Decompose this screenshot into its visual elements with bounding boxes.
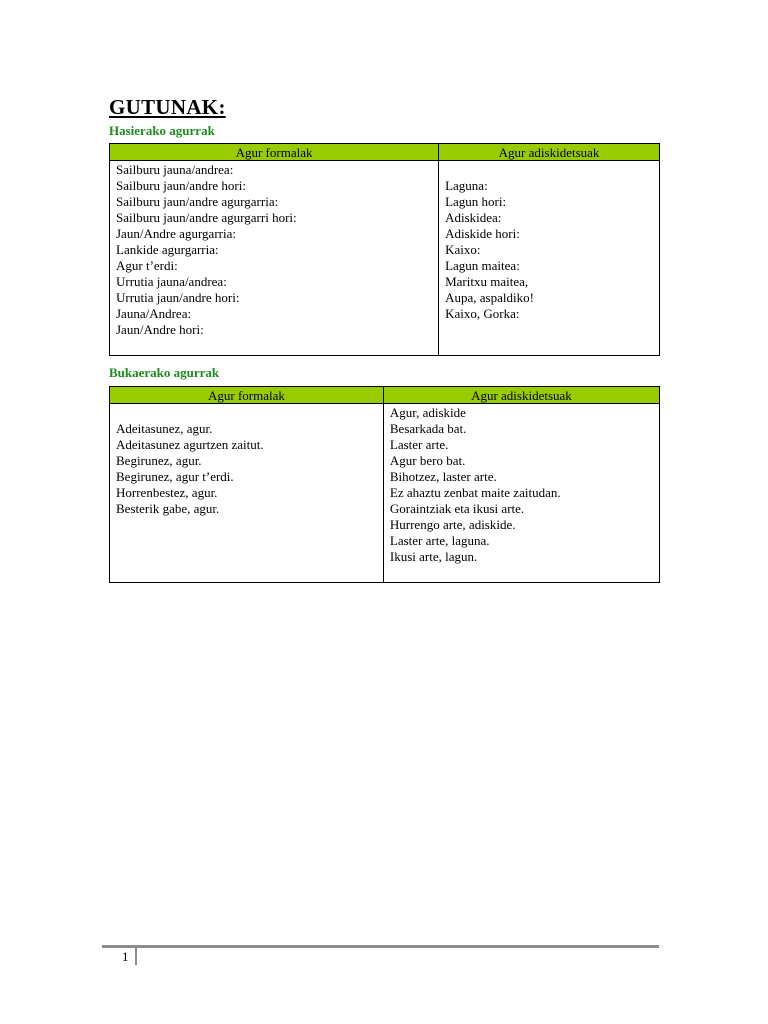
- table-line: Sailburu jaun/andre agurgarria:: [116, 194, 279, 209]
- table-line: Agur t’erdi:: [116, 258, 178, 273]
- table-line: Kaixo:: [445, 242, 481, 257]
- table-line: Besterik gabe, agur.: [116, 501, 220, 516]
- table-line: Laster arte, laguna.: [389, 533, 490, 548]
- table-line: Begirunez, agur t’erdi.: [116, 469, 234, 484]
- table-line: Adiskidea:: [445, 210, 502, 225]
- table-line: Sailburu jaun/andre agurgarri hori:: [116, 210, 297, 225]
- section-heading-opening: Hasierako agurrak: [109, 123, 215, 138]
- table-line: Urrutia jauna/andrea:: [116, 274, 227, 289]
- table-line: Agur, adiskide: [389, 405, 466, 420]
- page-number: 1: [122, 949, 129, 964]
- page-title: GUTUNAK:: [109, 95, 226, 119]
- table-line: Aupa, aspaldiko!: [445, 290, 534, 305]
- table-line: Begirunez, agur.: [116, 453, 202, 468]
- friendly-closings-cell: [383, 404, 659, 583]
- formal-closings-cell: [110, 404, 384, 583]
- section-heading-closing: Bukaerako agurrak: [109, 365, 220, 380]
- closing-greetings-table: [109, 386, 660, 583]
- blank-line: [116, 405, 383, 421]
- footer-rule: [102, 945, 659, 948]
- opening-greetings-table: [109, 143, 660, 356]
- table-line: Adeitasunez agurtzen zaitut.: [116, 437, 264, 452]
- table-line: Ez ahaztu zenbat maite zaitudan.: [389, 485, 561, 500]
- table-line: Horrenbestez, agur.: [116, 485, 218, 500]
- table-line: Lagun maitea:: [445, 258, 520, 273]
- column-header-friendly: Agur adiskidetsuak: [439, 144, 660, 161]
- table-line: Sailburu jauna/andrea:: [116, 162, 234, 177]
- table-line: Agur bero bat.: [389, 453, 466, 468]
- formal-greetings-cell: [110, 161, 439, 356]
- table-line: Urrutia jaun/andre hori:: [116, 290, 240, 305]
- table-line: Hurrengo arte, adiskide.: [389, 517, 516, 532]
- table-line: Jaun/Andre hori:: [116, 322, 204, 337]
- table-line: Jauna/Andrea:: [116, 306, 192, 321]
- table-line: Laster arte.: [389, 437, 449, 452]
- blank-line: [445, 162, 659, 178]
- table-line: Sailburu jaun/andre hori:: [116, 178, 246, 193]
- table-line: Lankide agurgarria:: [116, 242, 219, 257]
- table-line: Maritxu maitea,: [445, 274, 529, 289]
- friendly-greetings-cell: [439, 161, 660, 356]
- table-line: Ikusi arte, lagun.: [389, 549, 478, 564]
- table-line: Lagun hori:: [445, 194, 507, 209]
- column-header-formal: Agur formalak: [110, 144, 439, 161]
- table-line: Kaixo, Gorka:: [445, 306, 520, 321]
- column-header-friendly: Agur adiskidetsuak: [383, 387, 659, 404]
- page-number-divider: [135, 948, 137, 965]
- table-line: Bihotzez, laster arte.: [389, 469, 497, 484]
- table-line: Laguna:: [445, 178, 488, 193]
- table-line: Adiskide hori:: [445, 226, 520, 241]
- table-line: Besarkada bat.: [389, 421, 467, 436]
- table-line: Adeitasunez, agur.: [116, 421, 213, 436]
- column-header-formal: Agur formalak: [110, 387, 384, 404]
- table-line: Jaun/Andre agurgarria:: [116, 226, 236, 241]
- table-line: Goraintziak eta ikusi arte.: [389, 501, 525, 516]
